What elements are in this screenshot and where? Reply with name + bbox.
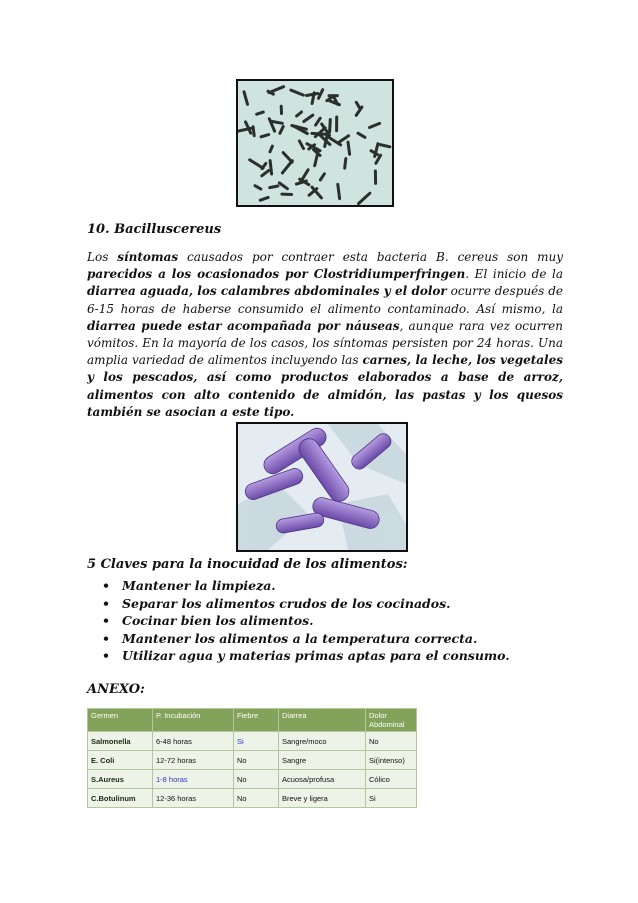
- stained-bacilli-micrograph: [236, 422, 408, 552]
- emphasis-text: síntomas: [117, 250, 179, 264]
- body-text: . El inicio de la: [465, 267, 563, 282]
- cell-diarrea: Breve y ligera: [279, 789, 366, 808]
- list-item: • Utilizar agua y materias primas aptas para el consumo.: [100, 648, 510, 666]
- bacterium-rod: [348, 142, 350, 154]
- cell-incubacion: 12-36 horas: [153, 789, 234, 808]
- cell-dolor: Si: [366, 789, 417, 808]
- bacillus-cereus-micrograph: [236, 79, 394, 207]
- list-item: • Mantener la limpieza.: [100, 578, 510, 596]
- cell-germen: Salmonella: [88, 732, 153, 751]
- annex-title: ANEXO:: [87, 682, 145, 697]
- table-header-row: [88, 709, 417, 732]
- cell-incubacion: 1-8 horas: [153, 770, 234, 789]
- col-incubacion: P. Incubación: [153, 709, 234, 732]
- bacterium-rod: [330, 120, 331, 133]
- col-dolor: Dolor Abdominal: [366, 709, 417, 732]
- section-title: 10. Bacilluscereus: [87, 222, 222, 237]
- bacterium-rod: [270, 161, 272, 174]
- body-text: causados por contraer esta bacteria B. cereus son muy: [178, 250, 563, 264]
- cell-incubacion: 12-72 horas: [153, 751, 234, 770]
- food-safety-keys-list: [100, 578, 510, 666]
- table-row: [88, 789, 417, 808]
- cell-diarrea: Sangre: [279, 751, 366, 770]
- symptoms-paragraph: [87, 249, 563, 421]
- col-fiebre: Fiebre: [234, 709, 279, 732]
- bacterium-rod: [253, 127, 254, 136]
- cell-germen: S.Aureus: [88, 770, 153, 789]
- pathogen-table: [87, 708, 417, 808]
- emphasis-text: parecidos a los ocasionados por Clostridiumperfringen: [87, 267, 466, 282]
- bacterium-rod: [261, 135, 269, 137]
- cell-germen: C.Botulinum: [88, 789, 153, 808]
- table-row: [88, 751, 417, 770]
- emphasis-text: diarrea puede estar acompañada por náuseas: [87, 318, 400, 333]
- bacterium-rod: [257, 112, 264, 114]
- cell-germen: E. Coli: [88, 751, 153, 770]
- body-text: Los: [87, 250, 118, 264]
- cell-fiebre: No: [234, 770, 279, 789]
- bacterium-rod: [345, 159, 346, 169]
- col-diarrea: Diarrea: [279, 709, 366, 732]
- cell-fiebre: Si: [234, 732, 279, 751]
- cell-incubacion: 6-48 horas: [153, 732, 234, 751]
- purple-bacilli-illustration: [238, 424, 406, 550]
- cell-dolor: Si(intenso): [366, 751, 417, 770]
- body-text: , aunque rara vez ocurren vómitos. En la mayoría de los casos, los síntomas persisten por 24 horas. Una amplia variedad de alimentos incluyendo las: [87, 318, 564, 368]
- emphasis-text: carnes, la leche, los vegetales y los pescados, así como productos elaborados a base de arroz, alimentos con alto contenido de almidón, las pastas y los quesos también se asocian a este tipo.: [87, 353, 564, 419]
- list-item: • Cocinar bien los alimentos.: [100, 613, 510, 631]
- cell-fiebre: No: [234, 751, 279, 770]
- col-germen: Germen: [88, 709, 153, 732]
- cell-diarrea: Sangre/moco: [279, 732, 366, 751]
- rod-bacteria-illustration: [238, 81, 392, 205]
- bacterium-rod: [307, 94, 318, 96]
- list-item: • Separar los alimentos crudos de los cocinados.: [100, 596, 510, 614]
- list-item: • Mantener los alimentos a la temperatura correcta.: [100, 631, 510, 649]
- bacterium-rod: [270, 186, 278, 188]
- body-text: ocurre después de 6-15 horas de haberse consumido el alimento contaminado. Así mismo, la: [87, 284, 563, 316]
- cell-fiebre: No: [234, 789, 279, 808]
- emphasis-text: diarrea aguada, los calambres abdominales y el dolor: [87, 284, 447, 299]
- cell-dolor: Cólico: [366, 770, 417, 789]
- cell-dolor: No: [366, 732, 417, 751]
- cell-diarrea: Acuosa/profusa: [279, 770, 366, 789]
- table-row: [88, 770, 417, 789]
- food-safety-keys-title: 5 Claves para la inocuidad de los alimentos:: [87, 557, 408, 572]
- table-row: [88, 732, 417, 751]
- bacterium-rod: [338, 184, 340, 198]
